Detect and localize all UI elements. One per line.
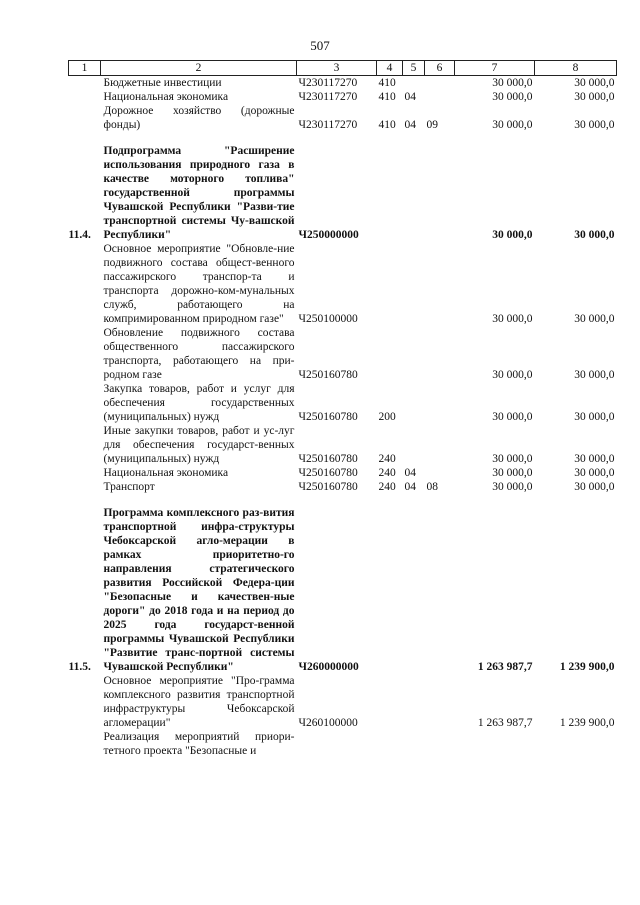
row-col-7: 30 000,0 (492, 481, 533, 493)
row-col-8: 30 000,0 (574, 313, 615, 325)
row-col-8: 30 000,0 (574, 453, 615, 465)
row-col-4 (377, 506, 403, 674)
row-col-6 (425, 144, 455, 242)
table-row (69, 76, 617, 91)
row-col-4: 410 (378, 77, 396, 89)
row-name: Основное мероприятие "Обновле-ние подвижного состава общест-венного пассажирского транспор-та и транспорта дорожно-ком-мунальных служб, работающего на компримированном природном газе" (103, 243, 295, 325)
row-code: Ч230117270 (298, 77, 358, 89)
row-col-6: 08 (426, 481, 438, 493)
table-row (69, 382, 617, 424)
row-col-6 (425, 506, 455, 674)
row-code: Ч250160780 (298, 453, 358, 465)
budget-table (68, 60, 617, 758)
row-col-8 (535, 730, 617, 758)
row-code: Ч250000000 (298, 229, 359, 241)
row-name: Подпрограмма "Расширение использования природного газа в качестве моторного топлива" государственной программы Чувашской Республики "Разви-тие транспортной системы Чу-вашской Республики" (103, 145, 295, 241)
row-col-5 (403, 424, 425, 466)
row-col-8: 1 239 900,0 (559, 661, 615, 673)
row-col-5 (403, 76, 425, 91)
row-col-7: 30 000,0 (492, 411, 533, 423)
header-col-6: 6 (425, 61, 455, 76)
row-col-4 (377, 730, 403, 758)
row-name: Транспорт (103, 481, 155, 493)
row-name: Национальная экономика (103, 91, 229, 103)
row-col-7: 30 000,0 (492, 453, 533, 465)
row-col-8: 30 000,0 (574, 411, 615, 423)
row-code: Ч260000000 (298, 661, 359, 673)
row-col-7: 30 000,0 (492, 313, 533, 325)
row-col-8: 30 000,0 (574, 77, 615, 89)
spacer-row (69, 494, 617, 506)
row-col-7: 30 000,0 (492, 91, 533, 103)
row-code (297, 730, 377, 758)
row-number (69, 242, 101, 326)
row-col-5: 04 (404, 481, 416, 493)
row-col-6 (425, 90, 455, 104)
row-col-7 (455, 730, 535, 758)
row-number (69, 104, 101, 132)
row-number (69, 730, 101, 758)
row-name: Программа комплексного раз-вития транспортной инфра-структуры Чебоксарской агло-мерации в рамках приоритетно-го направления стратегического развития Российской Федера-ции "Безопасные и качествен-ные дороги" до 2018 года и на период до 2025 года государст-венной программы Чувашской Республики "Развитие транс-портной системы Чувашской Республики" (103, 507, 295, 673)
row-number: 11.4. (68, 229, 91, 241)
row-col-5: 04 (404, 467, 416, 479)
row-col-6 (425, 326, 455, 382)
row-code: Ч250160780 (298, 481, 358, 493)
row-code: Ч250100000 (298, 313, 358, 325)
row-number (69, 326, 101, 382)
header-col-8: 8 (535, 61, 617, 76)
row-code: Ч250160780 (298, 411, 358, 423)
header-col-5: 5 (403, 61, 425, 76)
table-row (69, 242, 617, 326)
spacer-row (69, 132, 617, 144)
row-col-7: 1 263 987,7 (477, 717, 533, 729)
row-col-5 (403, 382, 425, 424)
row-col-5 (403, 326, 425, 382)
row-col-8: 30 000,0 (574, 467, 615, 479)
header-col-3: 3 (297, 61, 377, 76)
row-col-5 (403, 674, 425, 730)
table-row (69, 104, 617, 132)
row-col-4: 240 (378, 467, 396, 479)
row-col-4: 410 (378, 119, 396, 131)
row-number: 11.5. (68, 661, 91, 673)
row-name: Дорожное хозяйство (дорожные фонды) (103, 105, 295, 131)
row-col-5: 04 (404, 119, 416, 131)
row-col-6 (425, 382, 455, 424)
row-col-6 (425, 242, 455, 326)
row-name: Национальная экономика (103, 467, 229, 479)
header-col-2: 2 (101, 61, 297, 76)
table-row (69, 466, 617, 480)
row-col-6 (425, 76, 455, 91)
row-number (69, 424, 101, 466)
row-col-5: 04 (404, 91, 416, 103)
row-col-6: 09 (426, 119, 438, 131)
row-col-4 (377, 326, 403, 382)
row-col-4: 240 (378, 453, 396, 465)
row-col-7: 30 000,0 (492, 229, 533, 241)
row-col-5 (403, 144, 425, 242)
row-col-4 (377, 674, 403, 730)
row-name: Обновление подвижного состава общественного пассажирского транспорта, работающего на при-родном газе (103, 327, 295, 381)
header-col-1: 1 (69, 61, 101, 76)
row-col-4: 200 (378, 411, 396, 423)
row-number (69, 466, 101, 480)
row-code: Ч230117270 (298, 91, 358, 103)
row-number (69, 480, 101, 494)
row-number (69, 90, 101, 104)
table-row (69, 90, 617, 104)
table-row (69, 480, 617, 494)
row-col-4: 410 (378, 91, 396, 103)
row-name: Основное мероприятие "Про-грамма комплексного развития транспортной инфраструктуры Чебоксарской агломерации" (103, 675, 295, 729)
table-body (69, 76, 617, 759)
row-number (69, 674, 101, 730)
table-row (69, 674, 617, 730)
header-col-7: 7 (455, 61, 535, 76)
row-col-6 (425, 466, 455, 480)
row-code: Ч250160780 (298, 467, 358, 479)
row-code: Ч230117270 (298, 119, 358, 131)
table-row (69, 144, 617, 242)
row-col-4 (377, 144, 403, 242)
row-col-8: 30 000,0 (574, 91, 615, 103)
table-header-row (69, 61, 617, 76)
row-col-5 (403, 730, 425, 758)
row-col-4: 240 (378, 481, 396, 493)
table-row (69, 730, 617, 758)
table-row (69, 326, 617, 382)
row-col-7: 30 000,0 (492, 119, 533, 131)
row-col-7: 30 000,0 (492, 467, 533, 479)
row-number (69, 76, 101, 91)
row-col-7: 30 000,0 (492, 77, 533, 89)
row-col-8: 30 000,0 (574, 369, 615, 381)
row-code: Ч250160780 (298, 369, 358, 381)
row-col-8: 30 000,0 (574, 481, 615, 493)
page-number: 507 (310, 38, 330, 53)
row-col-6 (425, 424, 455, 466)
table-row (69, 506, 617, 674)
row-number (69, 382, 101, 424)
row-col-6 (425, 730, 455, 758)
row-col-8: 30 000,0 (574, 119, 615, 131)
row-code: Ч260100000 (298, 717, 358, 729)
row-col-8: 1 239 900,0 (559, 717, 615, 729)
row-name: Иные закупки товаров, работ и ус-луг для обеспечения государст-венных (муниципальных) нужд (103, 425, 295, 465)
row-col-4 (377, 242, 403, 326)
table-row (69, 424, 617, 466)
row-col-5 (403, 242, 425, 326)
row-name: Закупка товаров, работ и услуг для обеспечения государственных (муниципальных) нужд (103, 383, 295, 423)
row-col-5 (403, 506, 425, 674)
header-col-4: 4 (377, 61, 403, 76)
row-col-7: 30 000,0 (492, 369, 533, 381)
row-col-6 (425, 674, 455, 730)
row-name: Бюджетные инвестиции (103, 77, 222, 89)
row-col-8: 30 000,0 (574, 229, 615, 241)
row-col-7: 1 263 987,7 (477, 661, 533, 673)
row-name: Реализация мероприятий приори-тетного проекта "Безопасные и (103, 731, 295, 757)
